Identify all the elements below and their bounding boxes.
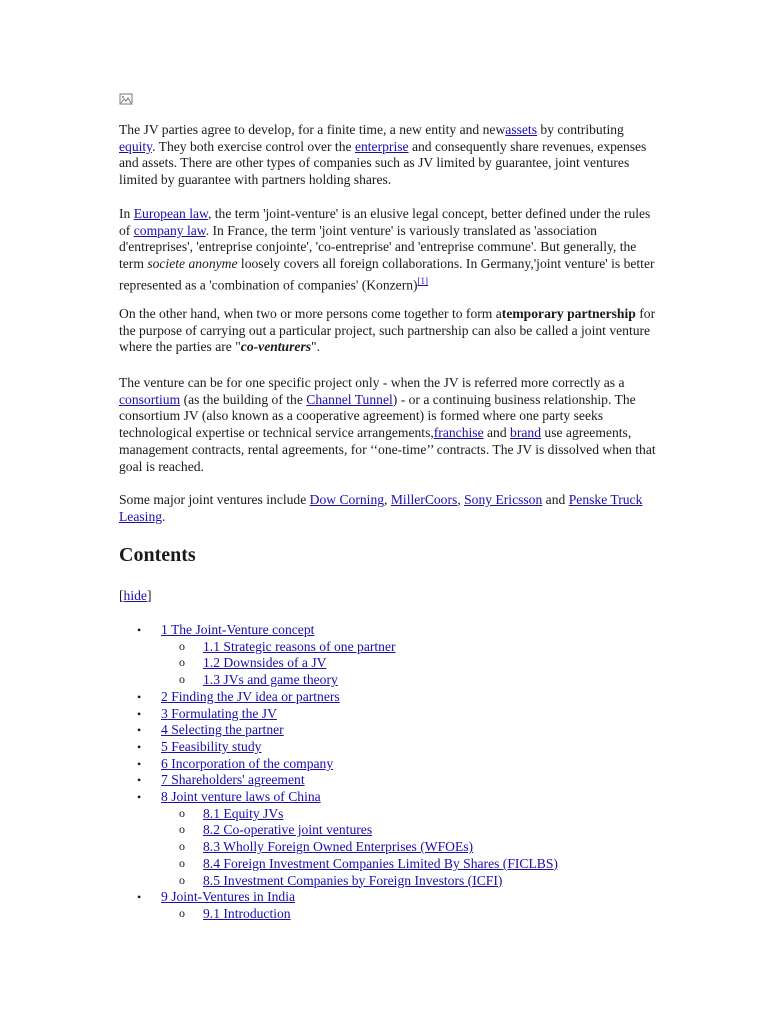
toc-link-9-1[interactable]: 9.1 Introduction <box>203 905 291 921</box>
toc-link-4[interactable]: 4 Selecting the partner <box>161 722 284 738</box>
toc-link-1-1[interactable]: 1.1 Strategic reasons of one partner <box>203 638 396 654</box>
link-european-law[interactable]: European law <box>133 206 208 221</box>
paragraph-consortium: The venture can be for one specific project only - when the JV is referred more correctly as a consortium (as the building of the Channel Tunnel) - or a continuing business relationship. The consortium JV (also known as a cooperative agreement) is formed where one party seeks technological expertise or technical service arrangements,franchise and brand use agreements, management contracts, rental agreements, for ‘‘one-time’’ contracts. The JV is dissolved when that goal is reached. <box>119 375 656 474</box>
paragraph-jv-definition: The JV parties agree to develop, for a finite time, a new entity and newassets by contributing equity. They both exercise control over the enterprise and consequently share revenues, expenses and assets. There are other types of companies such as JV limited by guarantee, joint ventures limited by guarantee with partners holding shares. <box>119 122 647 188</box>
toc-link-8-2[interactable]: 8.2 Co-operative joint ventures <box>203 822 373 838</box>
toc-item-8-1 <box>161 806 679 823</box>
toc-item-3 <box>119 706 679 723</box>
link-consortium[interactable]: consortium <box>119 391 181 407</box>
toc-item-8-4 <box>161 856 679 873</box>
toc-link-8[interactable]: 8 Joint venture laws of China <box>161 789 321 805</box>
toc-link-3[interactable]: 3 Formulating the JV <box>161 705 277 721</box>
broken-image-icon <box>119 92 133 106</box>
toc-link-6[interactable]: 6 Incorporation of the company <box>161 755 334 771</box>
link-dow-corning[interactable]: Dow Corning <box>309 492 385 507</box>
toc-item-1-2 <box>161 655 679 672</box>
toc-link-1-3[interactable]: 1.3 JVs and game theory <box>203 672 338 688</box>
toc-item-7 <box>119 772 679 789</box>
link-company-law[interactable]: company law <box>133 222 206 238</box>
toc-item-1-1 <box>161 639 679 656</box>
toc-link-7[interactable]: 7 Shareholders' agreement <box>161 772 305 788</box>
toc-item-8-3 <box>161 839 679 856</box>
toc-item-9 <box>119 889 679 922</box>
toc-link-9[interactable]: 9 Joint-Ventures in India <box>161 889 296 905</box>
toc-link-8-1[interactable]: 8.1 Equity JVs <box>203 805 284 821</box>
toc-item-1 <box>119 622 679 689</box>
toc-item-5 <box>119 739 679 756</box>
toc-item-2 <box>119 689 679 706</box>
footnote-1-link[interactable]: [1] <box>417 275 429 286</box>
link-brand[interactable]: brand <box>510 425 541 441</box>
hide-toc-link[interactable]: hide <box>123 588 147 603</box>
link-equity[interactable]: equity <box>119 138 153 154</box>
link-enterprise[interactable]: enterprise <box>354 138 409 154</box>
toc-item-4 <box>119 722 679 739</box>
paragraph-major-joint-ventures: Some major joint ventures include Dow Corning, MillerCoors, Sony Ericsson and Penske Truck Leasing. <box>119 492 643 524</box>
paragraph-european-law: In European law, the term 'joint-venture' is an elusive legal concept, better defined under the rules of company law. In France, the term 'joint venture' is variously translated as 'association d'entreprises', 'entreprise conjointe', 'co-entreprise' and 'entreprise commune'. But generally, the term societe anonyme loosely covers all foreign collaborations. In Germany,'joint venture' is better represented as a 'combination of companies' (Konzern)[1] <box>119 206 655 293</box>
toc-item-6 <box>119 756 679 773</box>
contents-heading: Contents <box>119 544 196 566</box>
toc-link-5[interactable]: 5 Feasibility study <box>161 738 262 754</box>
toc-toggle: [hide] <box>119 588 152 603</box>
toc-item-8-2 <box>161 822 679 839</box>
toc-link-8-4[interactable]: 8.4 Foreign Investment Companies Limited By Shares (FICLBS) <box>203 855 558 871</box>
toc-link-8-3[interactable]: 8.3 Wholly Foreign Owned Enterprises (WFOEs) <box>203 839 474 855</box>
toc-link-1[interactable]: 1 The Joint-Venture concept <box>161 622 315 637</box>
toc-link-2[interactable]: 2 Finding the JV idea or partners <box>161 688 340 704</box>
table-of-contents <box>119 622 679 923</box>
link-channel-tunnel[interactable]: Channel Tunnel <box>306 391 393 407</box>
link-penske-truck-leasing[interactable]: Penske Truck Leasing <box>119 492 643 524</box>
link-assets[interactable]: assets <box>505 122 537 137</box>
paragraph-temporary-partnership: On the other hand, when two or more persons come together to form atemporary partnership for the purpose of carrying out a particular project, such partnership can also be called a joint venture where the parties are "co-venturers". <box>119 306 656 355</box>
toc-item-8-5 <box>161 873 679 890</box>
link-millercoors[interactable]: MillerCoors <box>390 492 458 507</box>
toc-link-1-2[interactable]: 1.2 Downsides of a JV <box>203 655 327 671</box>
link-franchise[interactable]: franchise <box>433 425 484 441</box>
toc-item-8 <box>119 789 679 889</box>
toc-link-8-5[interactable]: 8.5 Investment Companies by Foreign Investors (ICFI) <box>203 872 503 888</box>
link-sony-ericsson[interactable]: Sony Ericsson <box>464 492 543 507</box>
toc-item-9-1 <box>161 906 679 923</box>
toc-item-1-3 <box>161 672 679 689</box>
